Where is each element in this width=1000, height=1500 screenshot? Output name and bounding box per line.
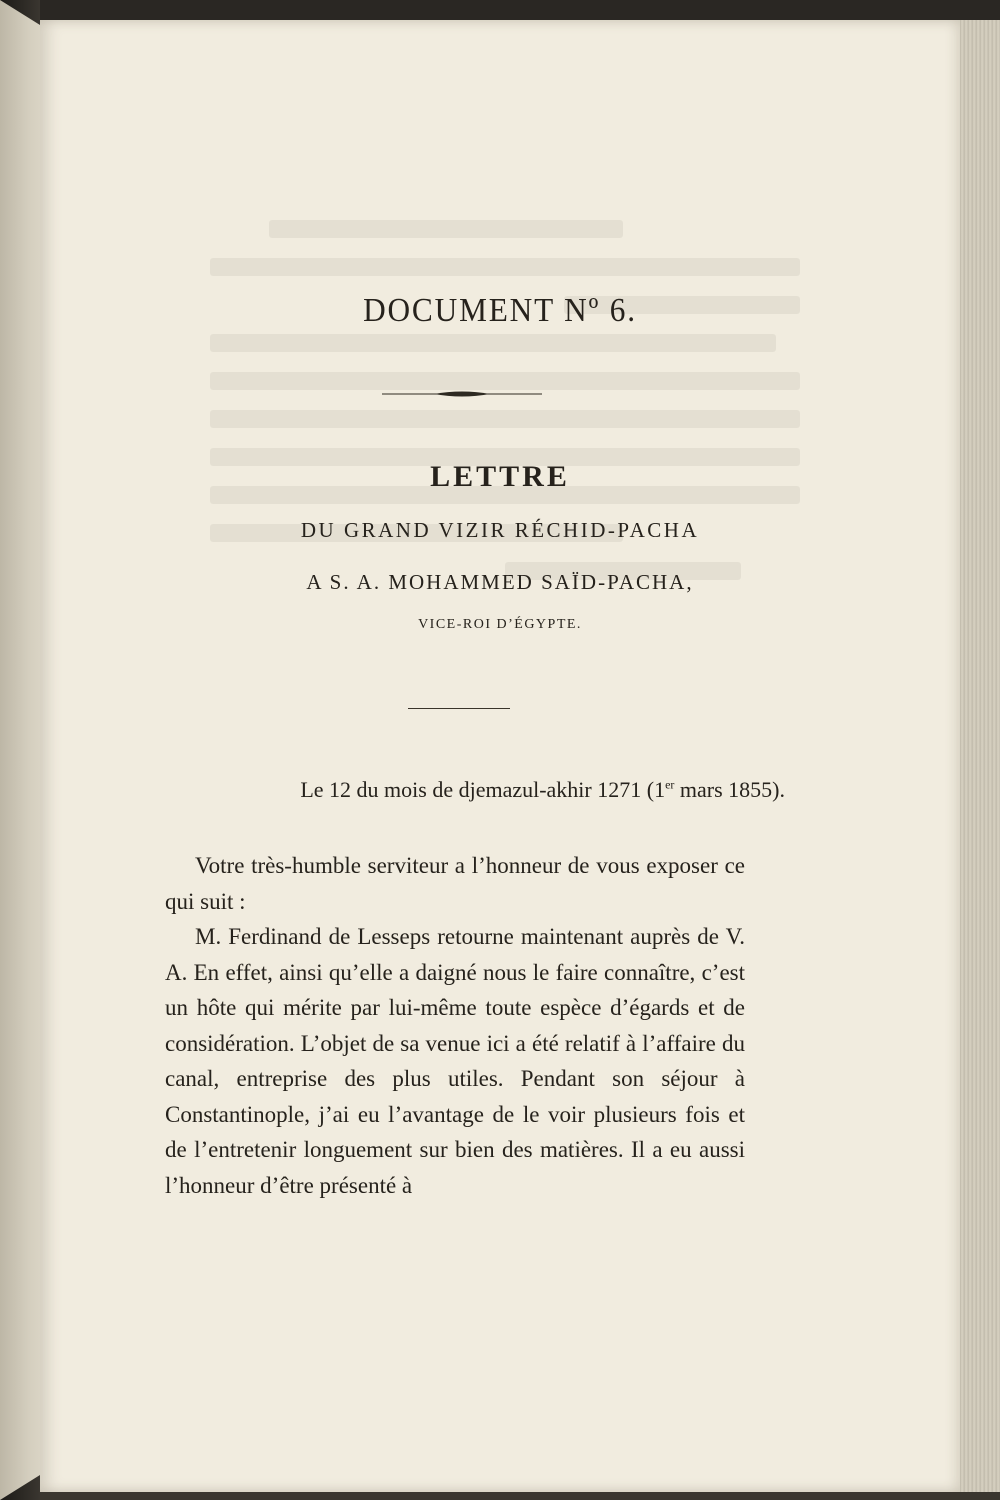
recipient-line: A S. A. MOHAMMED SAÏD-PACHA, — [306, 570, 694, 594]
document-number-title: DOCUMENT Nº 6. — [363, 292, 637, 329]
recipient-title-line: VICE-ROI D’ÉGYPTE. — [418, 617, 582, 632]
title-ornament — [382, 390, 542, 398]
dateline-text-start: Le 12 du mois de djemazul-akhir 1271 (1 — [300, 777, 666, 802]
sender-line: DU GRAND VIZIR RÉCHID-PACHA — [300, 518, 700, 542]
bottom-shadow — [40, 1492, 1000, 1500]
dateline-text-end: mars 1855). — [674, 777, 785, 802]
body-paragraph: M. Ferdinand de Lesseps retourne maintenant auprès de V. A. En effet, ainsi qu’elle a daigné nous le faire connaître, c’est un hôte qui mérite par lui-même toute espèce d’égards et de considération. L’objet de sa venue ici a été relatif à l’affaire du canal, entreprise des plus utiles. Pendant son séjour à Constantinople, j’ai eu l’avantage de le voir plusieurs fois et de l’entretenir longuement sur bien des matières. Il a eu aussi l’honneur d’être présenté à — [165, 924, 745, 1198]
dateline — [210, 777, 785, 803]
section-rule — [408, 708, 510, 709]
letter-heading: LETTRE — [430, 460, 570, 493]
body-paragraph: Votre très-humble serviteur a l’honneur de vous exposer ce qui suit : — [165, 853, 745, 914]
letter-body — [165, 848, 745, 1203]
dateline-superscript: er — [665, 777, 675, 792]
page-fore-edge — [960, 20, 1000, 1492]
book-page — [40, 20, 960, 1492]
